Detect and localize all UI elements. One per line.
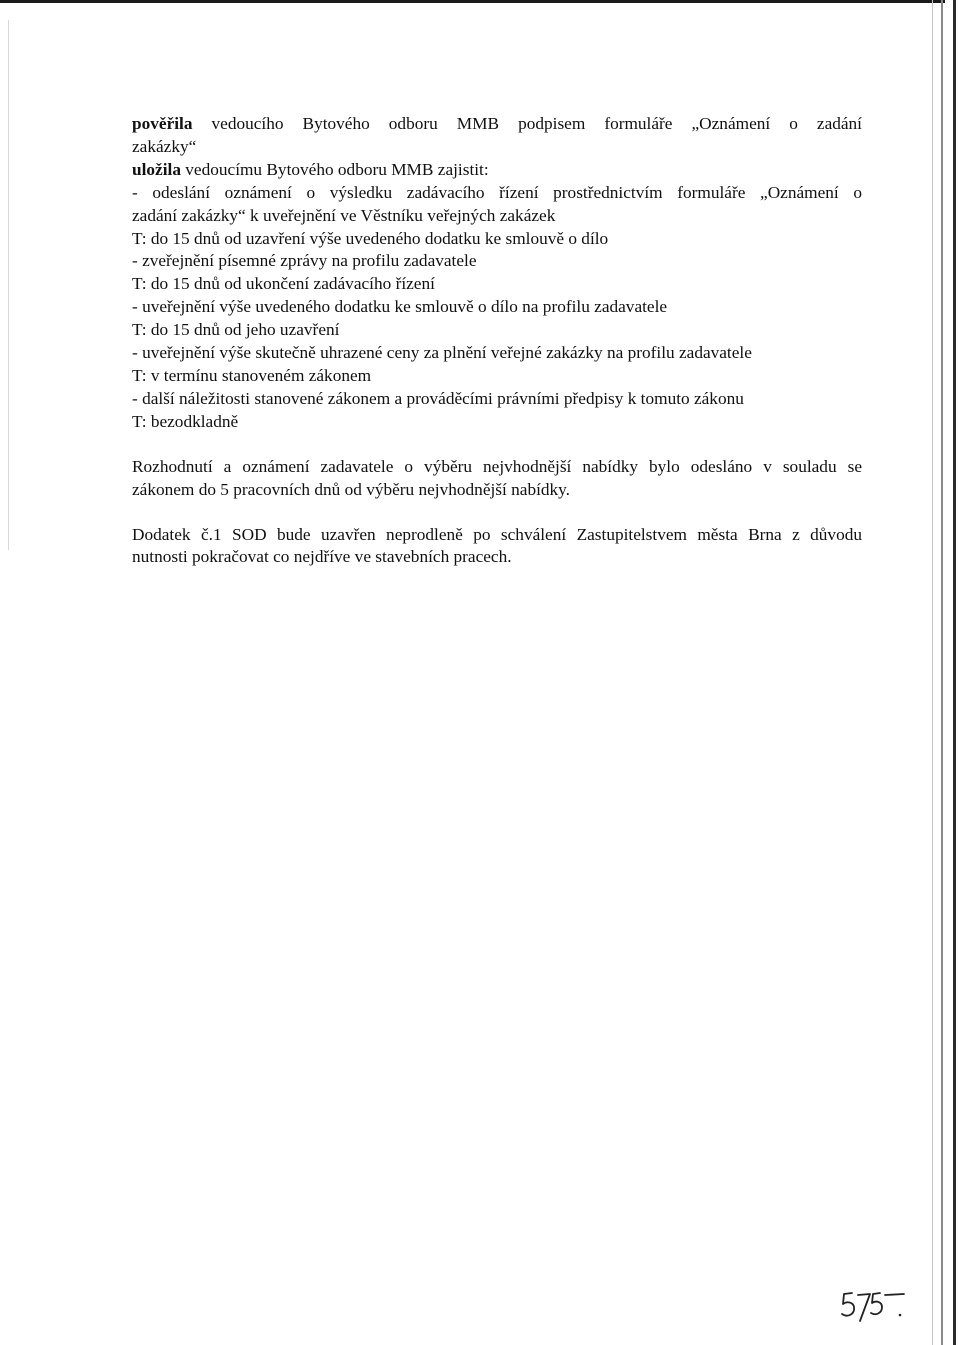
scan-border-right-faint <box>932 0 933 1345</box>
text-span: vedoucího Bytového odboru MMB podpisem formuláře „Oznámení o zadání <box>192 114 862 133</box>
text-span: vedoucímu Bytového odboru MMB zajistit: <box>180 159 489 179</box>
paragraph-gap <box>132 502 862 524</box>
text-line: - zveřejnění písemné zprávy na profilu zadavatele <box>132 251 477 271</box>
text-line: - další náležitosti stanovené zákonem a prováděcími právními předpisy k tomuto zákonu <box>132 388 744 408</box>
bold-keyword: uložila <box>132 159 181 179</box>
document-body <box>132 113 862 569</box>
text-line: zadání zakázky“ k uveřejnění ve Věstníku veřejných zakázek <box>132 205 556 225</box>
paragraph-gap <box>132 434 862 456</box>
text-line: nutnosti pokračovat co nejdříve ve stavebních pracech. <box>132 547 512 567</box>
text-line: Rozhodnutí a oznámení zadavatele o výběru nejvhodnější nabídky bylo odesláno v souladu se <box>132 456 862 476</box>
text-line <box>132 113 862 136</box>
text-line: T: do 15 dnů od uzavření výše uvedeného dodatku ke smlouvě o dílo <box>132 228 609 248</box>
text-line: T: do 15 dnů od jeho uzavření <box>132 320 340 340</box>
text-line: zakázky“ <box>132 136 197 156</box>
text-line: - uveřejnění výše skutečně uhrazené ceny za plnění veřejné zakázky na profilu zadavatele <box>132 343 752 363</box>
scan-border-right-dark <box>953 0 956 1345</box>
paragraph-amendment <box>132 524 862 570</box>
text-line: - odeslání oznámení o výsledku zadávacího řízení prostřednictvím formuláře „Oznámení o <box>132 182 862 202</box>
text-line: Dodatek č.1 SOD bude uzavřen neprodleně po schválení Zastupitelstvem města Brna z důvodu <box>132 524 862 544</box>
scan-border-top <box>0 0 945 3</box>
text-line: T: v termínu stanoveném zákonem <box>132 365 372 385</box>
scan-border-right-mid <box>941 0 943 1345</box>
text-line: - uveřejnění výše uvedeného dodatku ke smlouvě o dílo na profilu zadavatele <box>132 297 668 317</box>
bold-keyword: pověřila <box>132 114 193 133</box>
text-line: T: do 15 dnů od ukončení zadávacího řízení <box>132 274 435 294</box>
paragraph-decision-notice <box>132 456 862 502</box>
handwritten-page-number <box>838 1285 913 1325</box>
text-line <box>132 159 862 182</box>
scan-border-left <box>8 20 9 550</box>
text-line: zákonem do 5 pracovních dnů od výběru nejvhodnější nabídky. <box>132 479 571 499</box>
text-line: T: bezodkladně <box>132 411 239 431</box>
paragraph-resolution <box>132 113 862 434</box>
